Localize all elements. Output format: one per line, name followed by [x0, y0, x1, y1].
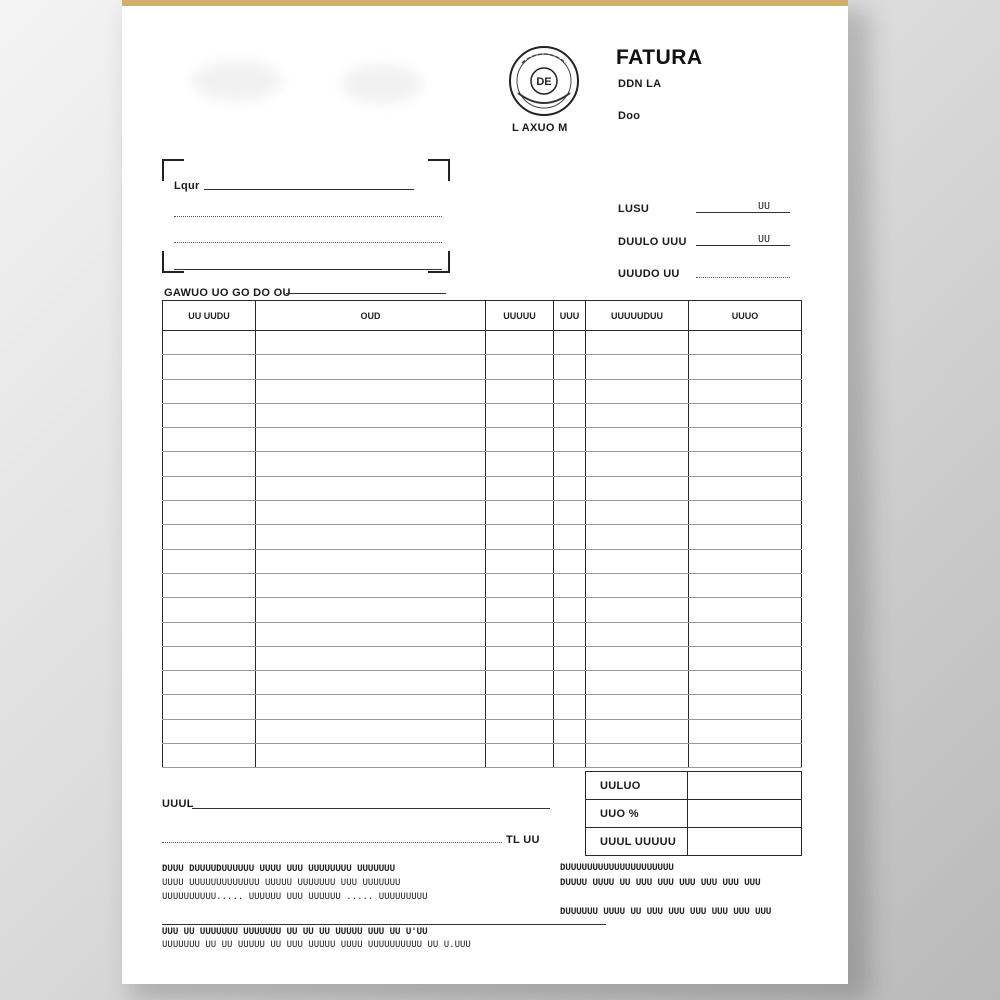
totals-table	[585, 771, 802, 856]
table-header-cell: UUUUU	[486, 301, 554, 331]
table-cell[interactable]	[163, 476, 256, 500]
footer-left-line-1: DUUU DUUUUDUUUUUU UUUU UUU UUUUUUUU UUUUUUU	[162, 864, 395, 874]
table-cell[interactable]	[256, 476, 486, 500]
table-cell[interactable]	[689, 719, 802, 743]
table-cell[interactable]	[256, 719, 486, 743]
table-cell[interactable]	[586, 695, 689, 719]
table-cell[interactable]	[256, 671, 486, 695]
signature-label-1: UUUL	[162, 798, 194, 810]
table-cell[interactable]	[554, 331, 586, 355]
table-cell[interactable]	[689, 379, 802, 403]
faded-logo	[192, 61, 282, 101]
table-cell[interactable]	[554, 598, 586, 622]
table-cell[interactable]	[486, 355, 554, 379]
table-header-cell: UU UUDU	[163, 301, 256, 331]
table-cell[interactable]	[163, 744, 256, 768]
meta-label-1: LUSU	[618, 203, 650, 215]
invoice-page	[122, 0, 848, 984]
table-cell[interactable]	[554, 719, 586, 743]
recipient-line-3	[174, 242, 442, 243]
table-row	[163, 573, 802, 597]
table-row	[163, 379, 802, 403]
meta-label-3: UUUDO UU	[618, 268, 680, 280]
table-cell[interactable]	[586, 598, 689, 622]
table-cell[interactable]	[256, 573, 486, 597]
table-cell[interactable]	[554, 403, 586, 427]
table-cell[interactable]	[689, 671, 802, 695]
table-cell[interactable]	[256, 428, 486, 452]
table-cell[interactable]	[586, 525, 689, 549]
signature-label-2: TL UU	[506, 834, 540, 846]
table-cell[interactable]	[256, 501, 486, 525]
table-row	[163, 622, 802, 646]
table-cell[interactable]	[256, 646, 486, 670]
table-row	[163, 598, 802, 622]
table-cell[interactable]	[256, 331, 486, 355]
table-row	[163, 428, 802, 452]
table-cell[interactable]	[689, 598, 802, 622]
table-cell[interactable]	[554, 452, 586, 476]
table-cell[interactable]	[586, 403, 689, 427]
table-cell[interactable]	[586, 573, 689, 597]
table-cell[interactable]	[163, 573, 256, 597]
table-row	[163, 525, 802, 549]
table-cell[interactable]	[486, 501, 554, 525]
table-row	[163, 476, 802, 500]
table-cell[interactable]	[486, 646, 554, 670]
table-cell[interactable]	[486, 695, 554, 719]
table-cell[interactable]	[486, 525, 554, 549]
table-cell[interactable]	[586, 476, 689, 500]
table-row	[163, 355, 802, 379]
table-cell[interactable]	[256, 695, 486, 719]
recipient-line-1	[204, 189, 414, 190]
table-cell[interactable]	[586, 671, 689, 695]
recipient-label: Lqur	[174, 180, 200, 192]
table-cell[interactable]	[163, 525, 256, 549]
table-header-cell: UUUUUDUU	[586, 301, 689, 331]
table-cell[interactable]	[554, 646, 586, 670]
table-cell[interactable]	[486, 428, 554, 452]
table-cell[interactable]	[689, 403, 802, 427]
table-cell[interactable]	[486, 622, 554, 646]
table-cell[interactable]	[256, 549, 486, 573]
footer-divider	[162, 924, 606, 925]
document-title: FATURA	[616, 46, 703, 69]
table-cell[interactable]	[689, 525, 802, 549]
table-cell[interactable]	[554, 355, 586, 379]
table-cell[interactable]	[256, 525, 486, 549]
table-row	[163, 695, 802, 719]
table-cell[interactable]	[163, 379, 256, 403]
table-row	[163, 671, 802, 695]
table-header-cell: UUU	[554, 301, 586, 331]
table-row	[163, 646, 802, 670]
totals-row	[586, 772, 802, 800]
table-cell[interactable]	[163, 695, 256, 719]
signature-line-1	[192, 808, 550, 809]
totals-value[interactable]	[688, 828, 802, 856]
table-row	[163, 501, 802, 525]
table-cell[interactable]	[586, 355, 689, 379]
footer-left-line-3: UUUUUUUUUU..... UUUUUU UUU UUUUUU ..... UUUUUUUUU	[162, 892, 428, 902]
table-cell[interactable]	[163, 403, 256, 427]
company-seal-icon	[506, 43, 582, 119]
faded-logo-2	[342, 64, 422, 104]
table-cell[interactable]	[256, 403, 486, 427]
crop-mark-tl	[162, 159, 184, 181]
table-cell[interactable]	[554, 695, 586, 719]
recipient-caption: GAWUO UO GO DO OU	[164, 287, 291, 299]
totals-row	[586, 828, 802, 856]
footer-left-line-2: UUUU UUUUUUUUUUUUU UUUUU UUUUUUU UUU UUUUUUU	[162, 878, 401, 888]
table-cell[interactable]	[163, 549, 256, 573]
table-cell[interactable]	[256, 355, 486, 379]
table-row	[163, 744, 802, 768]
totals-label: UUUL UUUUU	[586, 828, 688, 856]
footer-right-line-1: DUUUU UUUU UU UUU UUU UUU UUU UUU UUU	[560, 878, 761, 888]
table-cell[interactable]	[256, 452, 486, 476]
table-cell[interactable]	[163, 452, 256, 476]
table-cell[interactable]	[586, 428, 689, 452]
table-cell[interactable]	[256, 622, 486, 646]
table-cell[interactable]	[689, 331, 802, 355]
table-cell[interactable]	[163, 646, 256, 670]
table-cell[interactable]	[486, 598, 554, 622]
meta-label-2: DUULO UUU	[618, 236, 687, 248]
items-table	[162, 300, 802, 768]
recipient-line-4	[174, 269, 442, 270]
table-cell[interactable]	[554, 671, 586, 695]
crop-mark-tr	[428, 159, 450, 181]
table-cell[interactable]	[486, 331, 554, 355]
totals-label: UUO %	[586, 800, 688, 828]
document-number-label: Doo	[618, 110, 641, 122]
table-cell[interactable]	[554, 744, 586, 768]
document-subtitle: DDN LA	[618, 78, 662, 90]
table-cell[interactable]	[163, 428, 256, 452]
meta-value-1: UU	[758, 201, 771, 212]
table-cell[interactable]	[554, 525, 586, 549]
table-cell[interactable]	[586, 744, 689, 768]
table-body	[163, 331, 802, 768]
table-cell[interactable]	[586, 379, 689, 403]
table-cell[interactable]	[163, 355, 256, 379]
totals-value[interactable]	[688, 800, 802, 828]
table-cell[interactable]	[586, 452, 689, 476]
table-cell[interactable]	[163, 501, 256, 525]
meta-line-2	[696, 245, 790, 246]
table-cell[interactable]	[689, 476, 802, 500]
totals-value[interactable]	[688, 772, 802, 800]
table-row	[163, 331, 802, 355]
table-cell[interactable]	[689, 549, 802, 573]
table-cell[interactable]	[586, 501, 689, 525]
table-cell[interactable]	[256, 379, 486, 403]
table-cell[interactable]	[163, 598, 256, 622]
table-header-cell: UUUO	[689, 301, 802, 331]
meta-line-3	[696, 277, 790, 278]
table-header-cell: OUD	[256, 301, 486, 331]
table-cell[interactable]	[689, 622, 802, 646]
recipient-line-2	[174, 216, 442, 217]
table-cell[interactable]	[486, 379, 554, 403]
table-cell[interactable]	[689, 744, 802, 768]
table-cell[interactable]	[689, 646, 802, 670]
table-cell[interactable]	[163, 719, 256, 743]
table-row	[163, 452, 802, 476]
table-cell[interactable]	[486, 403, 554, 427]
table-cell[interactable]	[689, 428, 802, 452]
table-cell[interactable]	[486, 719, 554, 743]
table-cell[interactable]	[689, 452, 802, 476]
table-cell[interactable]	[486, 476, 554, 500]
table-cell[interactable]	[689, 501, 802, 525]
table-cell[interactable]	[486, 549, 554, 573]
meta-value-2: UU	[758, 234, 771, 245]
table-row	[163, 403, 802, 427]
table-cell[interactable]	[554, 622, 586, 646]
footer-right-title: DUUUUUUUUUUUUUUUUUUUU	[560, 863, 674, 873]
table-cell[interactable]	[163, 671, 256, 695]
table-cell[interactable]	[689, 695, 802, 719]
meta-line-1	[696, 212, 790, 213]
table-cell[interactable]	[554, 476, 586, 500]
totals-row	[586, 800, 802, 828]
table-cell[interactable]	[586, 331, 689, 355]
footer-bottom-line-2: UUUUUUU UU UU UUUUU UU UUU UUUUU UUUU UUUUUUUUUU UU U.UUU	[162, 940, 471, 950]
table-cell[interactable]	[486, 671, 554, 695]
footer-bottom-line-1: UUU UU UUUUUUU UUUUUUU UU UU UU UUUUU UUU UU U'UU	[162, 927, 428, 937]
table-cell[interactable]	[586, 646, 689, 670]
seal-text: DE	[536, 76, 552, 88]
table-cell[interactable]	[163, 331, 256, 355]
table-cell[interactable]	[689, 355, 802, 379]
table-cell[interactable]	[486, 452, 554, 476]
table-cell[interactable]	[586, 622, 689, 646]
table-cell[interactable]	[554, 549, 586, 573]
table-cell[interactable]	[554, 428, 586, 452]
table-header-row	[163, 301, 802, 331]
table-cell[interactable]	[689, 573, 802, 597]
totals-label: UULUO	[586, 772, 688, 800]
table-row	[163, 719, 802, 743]
signature-line-2	[162, 842, 502, 843]
table-cell[interactable]	[554, 573, 586, 597]
table-cell[interactable]	[256, 598, 486, 622]
table-cell[interactable]	[586, 719, 689, 743]
table-cell[interactable]	[486, 744, 554, 768]
table-cell[interactable]	[586, 549, 689, 573]
recipient-caption-line	[286, 293, 446, 294]
table-cell[interactable]	[554, 379, 586, 403]
table-cell[interactable]	[256, 744, 486, 768]
table-row	[163, 549, 802, 573]
table-cell[interactable]	[163, 622, 256, 646]
seal-caption: L AXUO M	[512, 122, 568, 134]
table-cell[interactable]	[554, 501, 586, 525]
footer-right-line-2: DUUUUUU UUUU UU UUU UUU UUU UUU UUU UUU	[560, 907, 772, 917]
table-cell[interactable]	[486, 573, 554, 597]
